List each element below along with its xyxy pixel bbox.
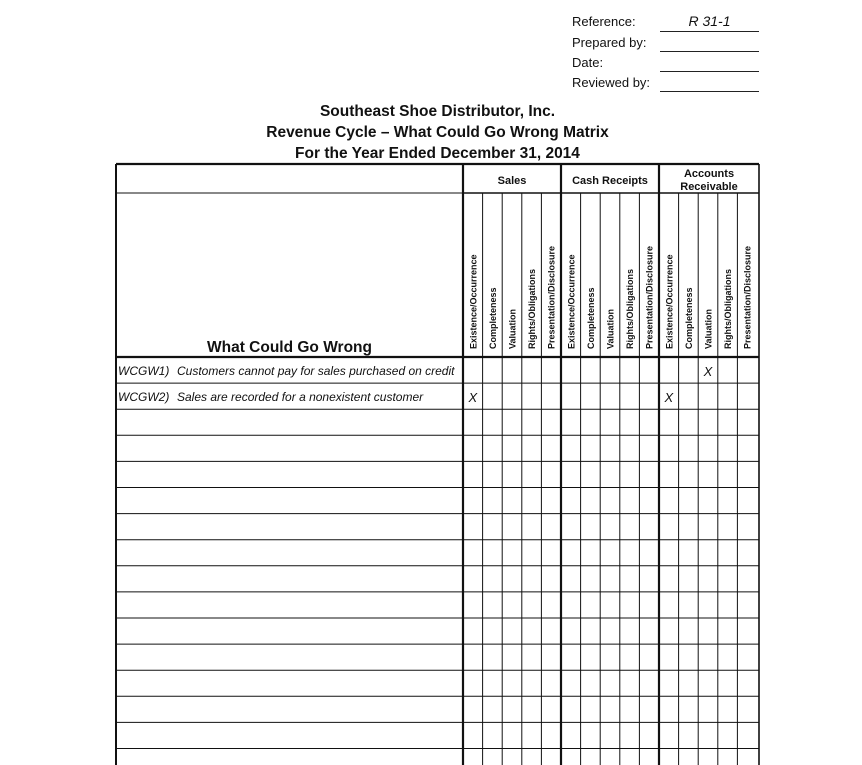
row-description: Customers cannot pay for sales purchased on credit (177, 364, 455, 379)
period-title: For the Year Ended December 31, 2014 (295, 145, 580, 162)
assertion-label-completeness: Completeness (683, 287, 694, 349)
assertion-label-presentation-disclosure: Presentation/Disclosure (742, 245, 753, 349)
assertion-label-rights-obligations: Rights/Obligations (625, 269, 636, 349)
row-id: WCGW2) (118, 390, 170, 405)
assertion-label-valuation: Valuation (507, 308, 518, 349)
assertion-label-completeness: Completeness (585, 287, 596, 349)
row-description: Sales are recorded for a nonexistent customer (177, 390, 424, 405)
date-label: Date: (572, 55, 604, 70)
reviewed-by-label: Reviewed by: (572, 75, 651, 90)
group-label-sales: Sales (497, 175, 527, 187)
assertion-label-presentation-disclosure: Presentation/Disclosure (644, 245, 655, 349)
assertion-label-existence-occurrence: Existence/Occurrence (664, 254, 675, 349)
assertion-label-existence-occurrence: Existence/Occurrence (566, 254, 577, 349)
reference-value: R 31-1 (688, 13, 731, 29)
company-title: Southeast Shoe Distributor, Inc. (319, 103, 556, 120)
group-label-cash-receipts: Cash Receipts (572, 175, 648, 187)
group-label-accounts: Accounts (683, 168, 735, 180)
assertion-label-rights-obligations: Rights/Obligations (723, 269, 734, 349)
assertion-label-presentation-disclosure: Presentation/Disclosure (546, 245, 557, 349)
assertion-label-valuation: Valuation (605, 308, 616, 349)
x-mark: X (664, 390, 674, 406)
row-id: WCGW1) (118, 364, 170, 379)
matrix-title: Revenue Cycle – What Could Go Wrong Matrix (266, 124, 609, 141)
wcgw-column-header: What Could Go Wrong (206, 339, 373, 356)
reference-label: Reference: (572, 14, 636, 29)
prepared-by-label: Prepared by: (572, 35, 647, 50)
assertion-label-valuation: Valuation (703, 308, 714, 349)
assertion-label-completeness: Completeness (487, 287, 498, 349)
group-label-receivable: Receivable (680, 181, 738, 193)
x-mark: X (703, 364, 713, 380)
assertion-label-rights-obligations: Rights/Obligations (527, 269, 538, 349)
assertion-label-existence-occurrence: Existence/Occurrence (468, 254, 479, 349)
x-mark: X (468, 390, 478, 406)
